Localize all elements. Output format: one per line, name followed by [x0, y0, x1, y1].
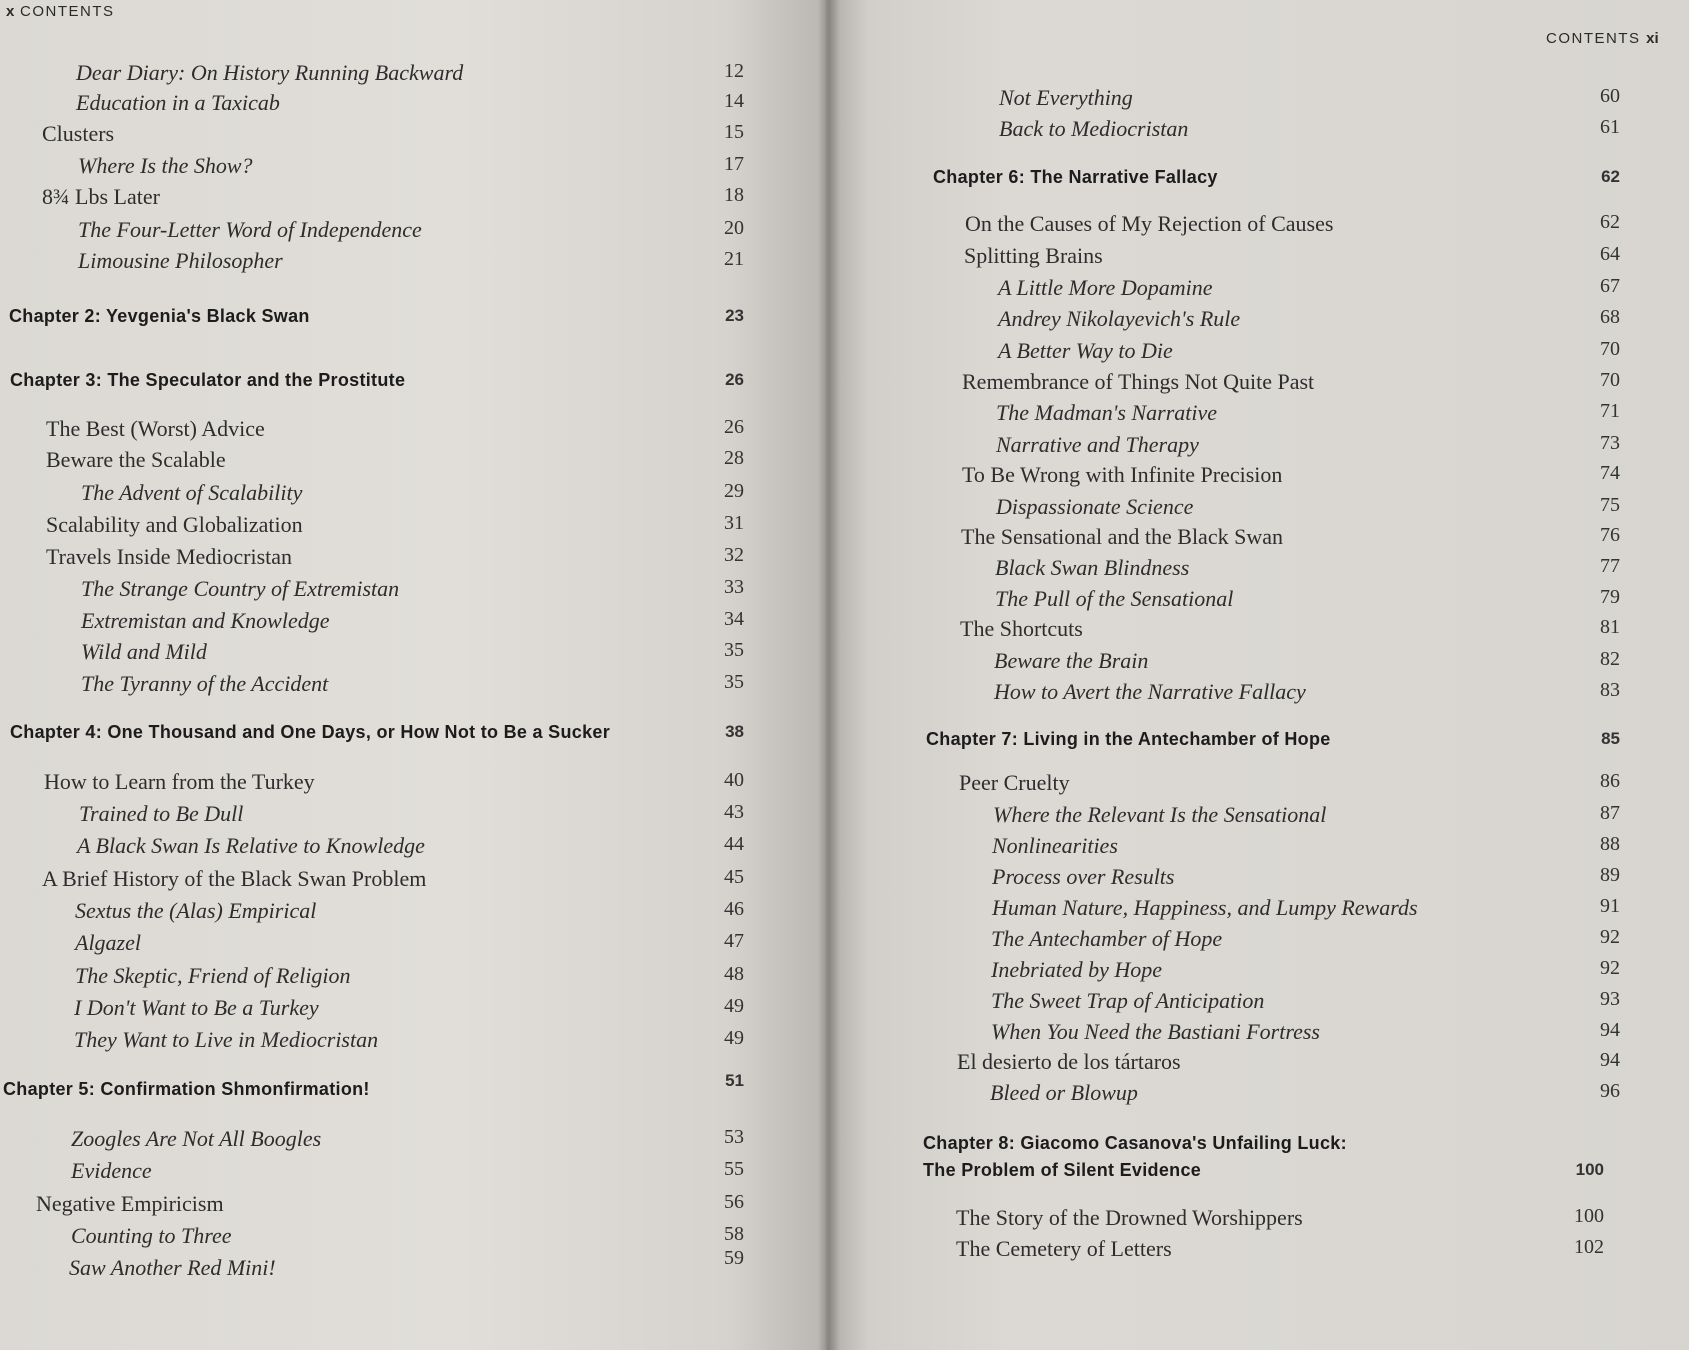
- entry-title: Black Swan Blindness: [995, 555, 1190, 580]
- entry-page: 18: [724, 184, 744, 206]
- entry-title: A Little More Dopamine: [998, 275, 1213, 300]
- entry-page: 35: [724, 639, 744, 661]
- toc-entry: [826, 616, 1689, 648]
- entry-page: 79: [1600, 586, 1620, 608]
- entry-page: 75: [1600, 494, 1620, 516]
- toc-entry: [826, 895, 1689, 927]
- entry-page: 12: [724, 60, 744, 82]
- entry-page: 49: [724, 995, 744, 1017]
- entry-page: 83: [1600, 679, 1620, 701]
- entry-page: 87: [1600, 802, 1620, 824]
- right-page: [826, 0, 1689, 1350]
- entry-title: A Brief History of the Black Swan Problem: [42, 866, 427, 891]
- toc-entry: [0, 217, 826, 249]
- entry-title: Bleed or Blowup: [990, 1080, 1138, 1105]
- toc-entry: [0, 833, 826, 865]
- chapter-page: 23: [725, 306, 744, 325]
- toc-entry: [0, 608, 826, 640]
- toc-entry: [826, 275, 1689, 307]
- entry-page: 93: [1600, 988, 1620, 1010]
- entry-title: Remembrance of Things Not Quite Past: [962, 369, 1315, 394]
- entry-page: 71: [1600, 400, 1620, 422]
- entry-page: 70: [1600, 338, 1620, 360]
- chapter-title: Chapter 7: Living in the Antechamber of Hope: [926, 729, 1331, 749]
- chapter-title: Chapter 5: Confirmation Shmonfirmation!: [3, 1079, 370, 1099]
- entry-page: 56: [724, 1191, 744, 1213]
- entry-title: Narrative and Therapy: [996, 432, 1199, 457]
- entry-title: How to Avert the Narrative Fallacy: [994, 679, 1306, 704]
- toc-entry: [0, 995, 826, 1027]
- entry-title: Evidence: [71, 1158, 152, 1183]
- toc-chapter: [0, 1071, 826, 1111]
- entry-title: Limousine Philosopher: [78, 248, 283, 273]
- toc-chapter-subtitle: [826, 1160, 1689, 1192]
- toc-chapter: [826, 729, 1689, 761]
- entry-page: 43: [724, 801, 744, 823]
- entry-page: 48: [724, 963, 744, 985]
- entry-title: Nonlinearities: [992, 833, 1118, 858]
- toc-entry: [0, 447, 826, 479]
- toc-entry: [826, 211, 1689, 243]
- toc-entry: [0, 963, 826, 995]
- entry-title: Process over Results: [992, 864, 1175, 889]
- entry-title: The Sensational and the Black Swan: [961, 524, 1283, 549]
- chapter-title: Chapter 6: The Narrative Fallacy: [933, 167, 1218, 187]
- entry-page: 67: [1600, 275, 1620, 297]
- entry-page: 35: [724, 671, 744, 693]
- entry-page: 14: [724, 90, 744, 112]
- toc-entry: [826, 116, 1689, 148]
- entry-title: Dear Diary: On History Running Backward: [76, 60, 464, 85]
- entry-page: 53: [724, 1126, 744, 1148]
- entry-title: Sextus the (Alas) Empirical: [75, 898, 317, 923]
- entry-title: The Skeptic, Friend of Religion: [75, 963, 351, 988]
- entry-page: 89: [1600, 864, 1620, 886]
- book-gutter: [818, 0, 840, 1350]
- toc-entry: [0, 639, 826, 671]
- entry-title: Saw Another Red Mini!: [69, 1255, 276, 1280]
- entry-title: Wild and Mild: [81, 639, 207, 664]
- entry-page: 21: [724, 248, 744, 270]
- toc-entry: [826, 1019, 1689, 1051]
- entry-title: Clusters: [42, 121, 115, 146]
- entry-page: 88: [1600, 833, 1620, 855]
- chapter-page: 51: [725, 1071, 744, 1090]
- toc-entry: [826, 369, 1689, 401]
- chapter-page: 62: [1601, 167, 1620, 186]
- page-folio: x: [6, 3, 15, 20]
- chapter-title: Chapter 3: The Speculator and the Prostitute: [10, 370, 406, 390]
- entry-title: Not Everything: [999, 85, 1133, 110]
- entry-title: Education in a Taxicab: [76, 90, 280, 115]
- toc-entry: [826, 648, 1689, 680]
- entry-title: How to Learn from the Turkey: [44, 769, 315, 794]
- entry-title: Andrey Nikolayevich's Rule: [998, 306, 1241, 331]
- entry-title: To Be Wrong with Infinite Precision: [962, 462, 1283, 487]
- entry-page: 92: [1600, 926, 1620, 948]
- toc-entry: [826, 1205, 1689, 1237]
- page-folio: xi: [1646, 30, 1659, 47]
- entry-title: The Best (Worst) Advice: [46, 416, 265, 441]
- toc-entry: [0, 898, 826, 930]
- entry-title: A Better Way to Die: [998, 338, 1173, 363]
- chapter-page: 38: [725, 722, 744, 741]
- running-head-left: [6, 3, 115, 20]
- entry-page: 77: [1600, 555, 1620, 577]
- toc-entry: [0, 416, 826, 448]
- toc-entry: [826, 1080, 1689, 1112]
- entry-page: 64: [1600, 243, 1620, 265]
- entry-page: 15: [724, 121, 744, 143]
- entry-title: Trained to Be Dull: [79, 801, 244, 826]
- entry-title: I Don't Want to Be a Turkey: [74, 995, 319, 1020]
- toc-entry: [826, 243, 1689, 275]
- toc-entry: [0, 866, 826, 898]
- toc-entry: [0, 121, 826, 153]
- toc-entry: [0, 90, 826, 122]
- entry-page: 96: [1600, 1080, 1620, 1102]
- entry-title: The Four-Letter Word of Independence: [78, 217, 422, 242]
- entry-title: Negative Empiricism: [36, 1191, 224, 1216]
- entry-page: 45: [724, 866, 744, 888]
- entry-page: 91: [1600, 895, 1620, 917]
- toc-entry: [0, 153, 826, 185]
- entry-title: 8¾ Lbs Later: [42, 184, 160, 209]
- entry-title: The Story of the Drowned Worshippers: [956, 1205, 1303, 1230]
- chapter-page: 26: [725, 370, 744, 389]
- entry-title: The Pull of the Sensational: [995, 586, 1234, 611]
- toc-entry: [0, 1158, 826, 1190]
- toc-chapter: [0, 722, 826, 754]
- toc-entry: [826, 462, 1689, 494]
- chapter-subtitle: The Problem of Silent Evidence: [923, 1160, 1202, 1180]
- toc-entry: [0, 671, 826, 703]
- toc-entry: [0, 576, 826, 608]
- running-head-right: [1546, 30, 1659, 47]
- toc-entry: [826, 679, 1689, 711]
- toc-entry: [0, 184, 826, 216]
- toc-entry: [0, 930, 826, 962]
- toc-entry: [826, 988, 1689, 1020]
- chapter-title: Chapter 8: Giacomo Casanova's Unfailing Luck:: [923, 1133, 1347, 1153]
- toc-entry: [826, 338, 1689, 370]
- entry-page: 81: [1600, 616, 1620, 638]
- toc-entry: [826, 1236, 1689, 1268]
- entry-page: 68: [1600, 306, 1620, 328]
- entry-page: 62: [1600, 211, 1620, 233]
- entry-page: 82: [1600, 648, 1620, 670]
- toc-entry: [826, 1049, 1689, 1081]
- toc-entry: [0, 1247, 826, 1287]
- entry-title: Inebriated by Hope: [991, 957, 1163, 982]
- toc-entry: [0, 801, 826, 833]
- entry-title: Extremistan and Knowledge: [81, 608, 330, 633]
- left-page: [0, 0, 826, 1350]
- toc-entry: [826, 524, 1689, 556]
- entry-title: Travels Inside Mediocristan: [46, 544, 293, 569]
- entry-page: 34: [724, 608, 744, 630]
- entry-title: El desierto de los tártaros: [957, 1049, 1181, 1074]
- chapter-page: 85: [1601, 729, 1620, 748]
- entry-page: 29: [724, 480, 744, 502]
- toc-chapter: [826, 167, 1689, 199]
- entry-title: Beware the Brain: [994, 648, 1149, 673]
- toc-entry: [0, 1191, 826, 1223]
- entry-page: 17: [724, 153, 744, 175]
- entry-title: Counting to Three: [71, 1223, 232, 1248]
- entry-title: Zoogles Are Not All Boogles: [71, 1126, 322, 1151]
- entry-title: Dispassionate Science: [996, 494, 1194, 519]
- entry-page: 33: [724, 576, 744, 598]
- toc-entry: [0, 544, 826, 576]
- entry-page: 94: [1600, 1049, 1620, 1071]
- entry-page: 32: [724, 544, 744, 566]
- entry-page: 86: [1600, 770, 1620, 792]
- entry-page: 31: [724, 512, 744, 534]
- entry-page: 76: [1600, 524, 1620, 546]
- entry-page: 40: [724, 769, 744, 791]
- toc-entry: [0, 60, 826, 92]
- entry-page: 20: [724, 217, 744, 239]
- toc-entry: [826, 926, 1689, 958]
- entry-page: 58: [724, 1223, 744, 1245]
- entry-title: Scalability and Globalization: [46, 512, 303, 537]
- entry-page: 55: [724, 1158, 744, 1180]
- toc-entry: [826, 400, 1689, 432]
- entry-title: The Advent of Scalability: [81, 480, 303, 505]
- toc-entry: [0, 248, 826, 280]
- entry-page: 26: [724, 416, 744, 438]
- toc-entry: [826, 833, 1689, 865]
- entry-page: 74: [1600, 462, 1620, 484]
- toc-entry: [0, 769, 826, 801]
- entry-page: 49: [724, 1027, 744, 1049]
- entry-title: Splitting Brains: [964, 243, 1103, 268]
- entry-title: The Madman's Narrative: [996, 400, 1218, 425]
- entry-title: Back to Mediocristan: [999, 116, 1189, 141]
- entry-page: 100: [1574, 1205, 1604, 1227]
- entry-title: Beware the Scalable: [46, 447, 226, 472]
- toc-chapter: [0, 370, 826, 402]
- toc-entry: [0, 1027, 826, 1059]
- entry-title: Algazel: [75, 930, 141, 955]
- entry-title: The Sweet Trap of Anticipation: [991, 988, 1265, 1013]
- toc-entry: [826, 85, 1689, 117]
- entry-page: 73: [1600, 432, 1620, 454]
- entry-page: 59: [724, 1247, 744, 1269]
- toc-entry: [826, 770, 1689, 802]
- toc-entry: [826, 802, 1689, 834]
- toc-entry: [0, 512, 826, 544]
- entry-title: Human Nature, Happiness, and Lumpy Rewards: [992, 895, 1418, 920]
- entry-title: Where the Relevant Is the Sensational: [993, 802, 1327, 827]
- entry-title: When You Need the Bastiani Fortress: [991, 1019, 1320, 1044]
- entry-title: Peer Cruelty: [959, 770, 1070, 795]
- entry-title: They Want to Live in Mediocristan: [74, 1027, 379, 1052]
- toc-entry: [0, 480, 826, 512]
- entry-title: The Cemetery of Letters: [956, 1236, 1172, 1261]
- entry-page: 28: [724, 447, 744, 469]
- entry-page: 94: [1600, 1019, 1620, 1041]
- toc-entry: [0, 1126, 826, 1158]
- toc-entry: [826, 864, 1689, 896]
- toc-entry: [826, 494, 1689, 526]
- entry-page: 46: [724, 898, 744, 920]
- entry-page: 47: [724, 930, 744, 952]
- running-head-title: CONTENTS: [20, 3, 115, 20]
- toc-chapter: [0, 306, 826, 338]
- toc-entry: [826, 432, 1689, 464]
- entry-page: 44: [724, 833, 744, 855]
- entry-page: 61: [1600, 116, 1620, 138]
- running-head-title: CONTENTS: [1546, 30, 1641, 47]
- toc-entry: [826, 957, 1689, 989]
- toc-entry: [826, 586, 1689, 618]
- entry-title: A Black Swan Is Relative to Knowledge: [77, 833, 425, 858]
- entry-title: The Strange Country of Extremistan: [81, 576, 400, 601]
- toc-entry: [826, 555, 1689, 587]
- entry-title: The Shortcuts: [960, 616, 1083, 641]
- toc-entry: [826, 306, 1689, 338]
- entry-page: 102: [1574, 1236, 1604, 1258]
- entry-title: On the Causes of My Rejection of Causes: [965, 211, 1334, 236]
- entry-page: 60: [1600, 85, 1620, 107]
- entry-page: 92: [1600, 957, 1620, 979]
- chapter-page: 100: [1575, 1160, 1604, 1179]
- entry-page: 70: [1600, 369, 1620, 391]
- entry-title: Where Is the Show?: [78, 153, 253, 178]
- entry-title: The Antechamber of Hope: [991, 926, 1223, 951]
- chapter-title: Chapter 4: One Thousand and One Days, or How Not to Be a Sucker: [10, 722, 610, 742]
- chapter-title: Chapter 2: Yevgenia's Black Swan: [9, 306, 310, 326]
- entry-title: The Tyranny of the Accident: [81, 671, 329, 696]
